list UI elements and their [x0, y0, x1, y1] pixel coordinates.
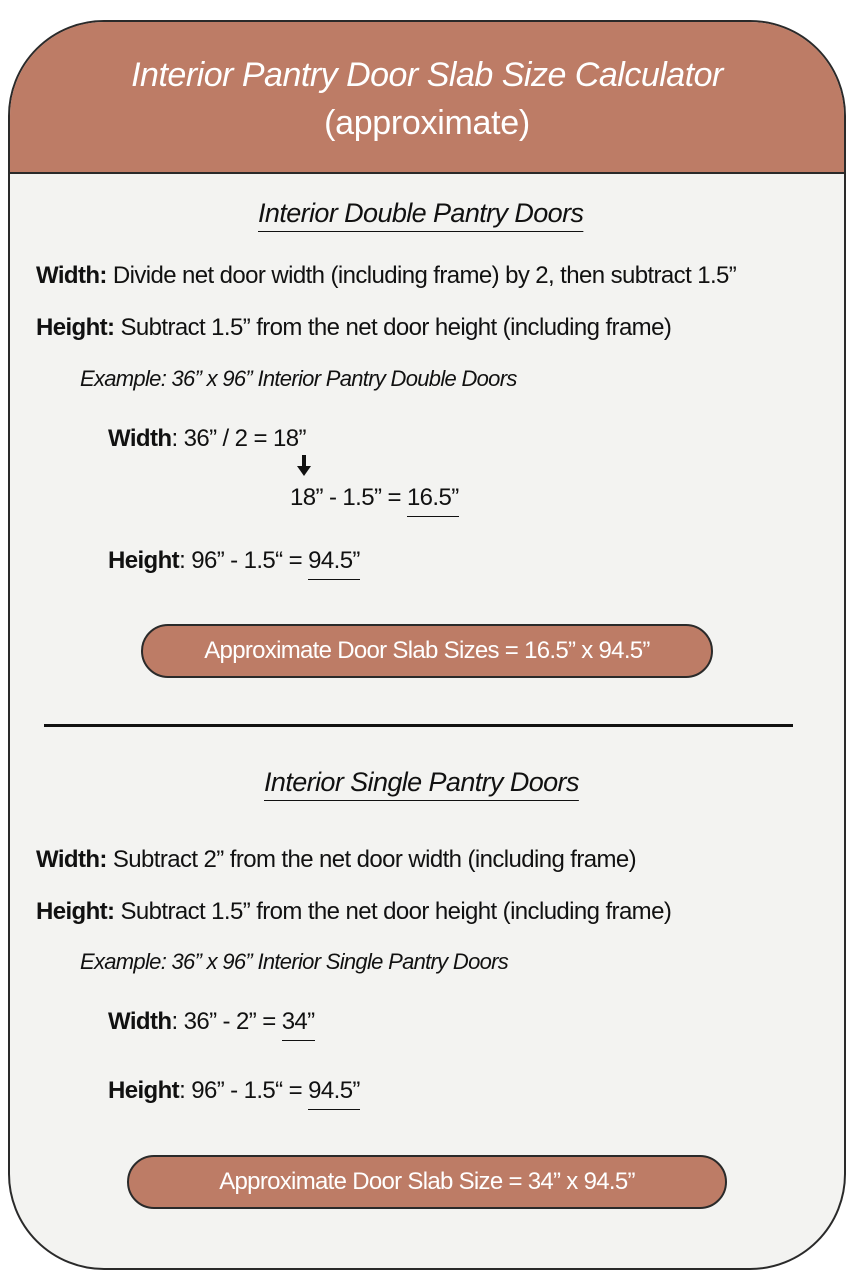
single-calc-height-label: Height: [108, 1077, 180, 1104]
single-width-label: Width:: [36, 846, 107, 873]
single-calc-width: [108, 1008, 315, 1041]
single-height-text: Subtract 1.5” from the net door height (including frame): [114, 898, 672, 925]
single-example: Example: 36” x 96” Interior Single Pantry Doors: [80, 949, 509, 974]
double-calc-width-label: Width: [108, 425, 172, 452]
double-height-text: Subtract 1.5” from the net door height (including frame): [114, 314, 672, 341]
page-title: Interior Pantry Door Slab Size Calculator: [131, 56, 723, 94]
double-calc-step2-expr: 18” - 1.5” =: [290, 484, 407, 511]
section-divider: [44, 724, 793, 727]
single-calc-width-expr: : 36” - 2” =: [171, 1008, 282, 1035]
double-height-result: 94.5”: [308, 547, 360, 580]
single-calc-height: [108, 1077, 360, 1110]
single-section-title: Interior Single Pantry Doors: [264, 767, 579, 797]
single-width-rule: [36, 846, 636, 874]
page-subtitle: (approximate): [324, 104, 530, 142]
single-result-pill: Approximate Door Slab Size = 34” x 94.5”: [127, 1155, 727, 1209]
double-calc-height-expr: : 96” - 1.5“ =: [179, 547, 309, 574]
double-width-label: Width:: [36, 262, 107, 289]
single-height-label: Height:: [36, 898, 115, 925]
double-section-title: Interior Double Pantry Doors: [258, 198, 584, 228]
double-calc-width-step2: [290, 484, 459, 517]
single-width-result: 34”: [282, 1008, 315, 1041]
double-result-pill: Approximate Door Slab Sizes = 16.5” x 94.5”: [141, 624, 713, 678]
double-calc-height-label: Height: [108, 547, 180, 574]
single-calc-height-expr: : 96” - 1.5“ =: [179, 1077, 309, 1104]
single-height-rule: [36, 898, 671, 926]
double-calc-height: [108, 547, 360, 580]
double-calc-width-expr: : 36” / 2 = 18”: [171, 425, 306, 452]
down-arrow-icon: [296, 455, 312, 477]
double-width-text: Divide net door width (including frame) by 2, then subtract 1.5”: [106, 262, 737, 289]
double-width-rule: [36, 262, 736, 290]
single-height-result: 94.5”: [308, 1077, 360, 1110]
double-calc-width: [108, 425, 306, 453]
double-height-rule: [36, 314, 671, 342]
double-example: Example: 36” x 96” Interior Pantry Double Doors: [80, 366, 517, 391]
header-banner: [10, 22, 844, 174]
single-calc-width-label: Width: [108, 1008, 172, 1035]
double-width-result: 16.5”: [407, 484, 459, 517]
double-height-label: Height:: [36, 314, 115, 341]
single-width-text: Subtract 2” from the net door width (including frame): [106, 846, 637, 873]
